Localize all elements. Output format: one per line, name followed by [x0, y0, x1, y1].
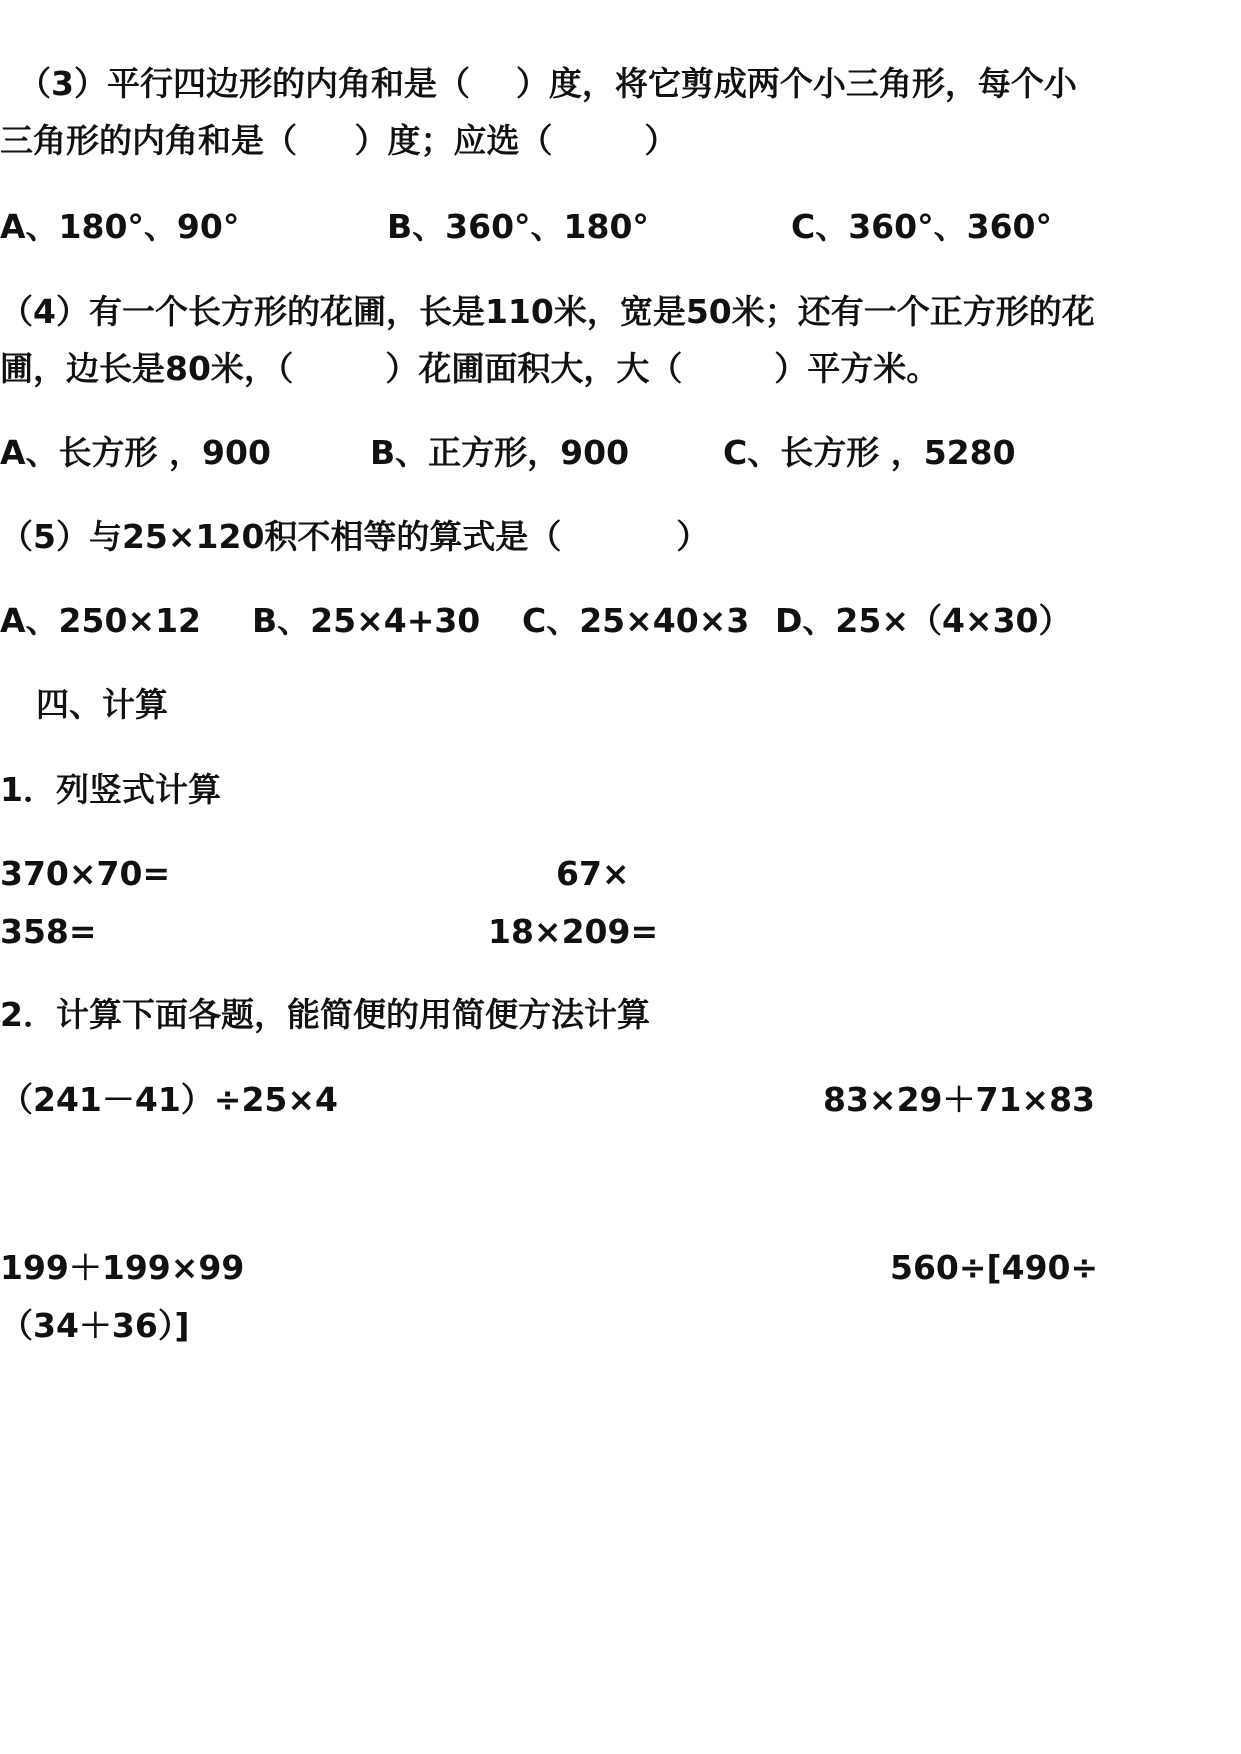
part-2-title: 2．计算下面各题，能简便的用简便方法计算 [0, 995, 650, 1034]
q5-option-a: A、250×12 [0, 601, 201, 640]
simplify-item-3: 199＋199×99 [0, 1248, 245, 1287]
q5-option-c: C、25×40×3 [522, 601, 750, 640]
q3-option-b: B、360°、180° [387, 207, 649, 246]
q5-option-d: D、25×（4×30） [775, 601, 1072, 640]
calc-item-3: 358= [0, 912, 97, 951]
q4-option-b: B、正方形，900 [370, 433, 630, 472]
q5-option-b: B、25×4+30 [252, 601, 481, 640]
q3-line-1: （3）平行四边形的内角和是（ ）度，将它剪成两个小三角形，每个小 [18, 64, 1077, 103]
simplify-item-4-end: （34＋36）] [0, 1306, 190, 1345]
q5-line-1: （5）与25×120积不相等的算式是（ ） [0, 517, 710, 556]
calc-item-2: 67× [556, 854, 630, 893]
part-1-title: 1．列竖式计算 [0, 770, 221, 809]
calc-item-4: 18×209= [488, 912, 659, 951]
simplify-item-1: （241－41）÷25×4 [0, 1080, 338, 1119]
q4-option-a: A、长方形 ，900 [0, 433, 271, 472]
calc-item-1: 370×70= [0, 854, 171, 893]
simplify-item-4-start: 560÷[490÷ [890, 1248, 1099, 1287]
simplify-item-2: 83×29＋71×83 [823, 1080, 1095, 1119]
q3-line-2: 三角形的内角和是（ ）度；应选（ ） [0, 121, 678, 160]
q4-line-1: （4）有一个长方形的花圃，长是110米，宽是50米；还有一个正方形的花 [0, 292, 1095, 331]
q4-line-2: 圃，边长是80米，（ ）花圃面积大，大（ ）平方米。 [0, 349, 940, 388]
q3-option-c: C、360°、360° [791, 207, 1052, 246]
q4-option-c: C、长方形 ，5280 [723, 433, 1016, 472]
q3-option-a: A、180°、90° [0, 207, 240, 246]
section-4-title: 四、计算 [36, 685, 168, 724]
